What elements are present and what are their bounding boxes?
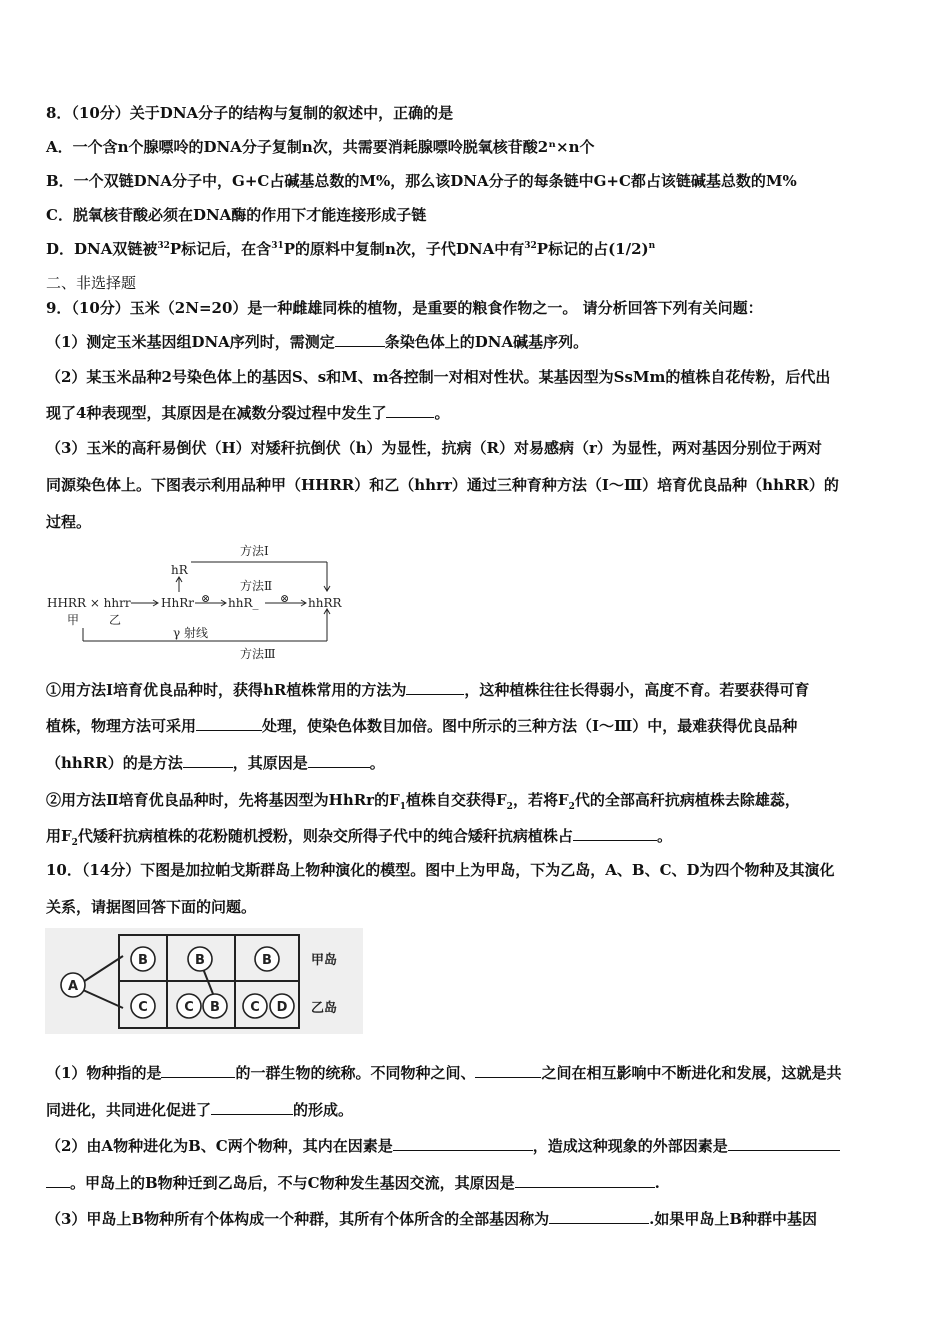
q9-sub2-line1 bbox=[46, 790, 908, 810]
q10-part1-line2 bbox=[46, 1100, 908, 1120]
answer-blank[interactable] bbox=[196, 716, 262, 731]
q9-part1 bbox=[46, 332, 908, 352]
q9-part1-text: （1）测定玉米基因组DNA序列时，需测定 bbox=[46, 333, 335, 351]
q8-option-d-text: D．DNA双链被 bbox=[46, 240, 158, 258]
q10-part1-line1 bbox=[46, 1063, 908, 1083]
q10-part1-text: （1）物种指的是 bbox=[46, 1064, 162, 1082]
q10-part2-text: 。甲岛上的B物种迁到乙岛后，不与C物种发生基因交流，其原因是 bbox=[70, 1174, 515, 1192]
island-jia-label: 甲岛 bbox=[311, 953, 338, 968]
q8-option-d-text: P标记后，在含 bbox=[169, 240, 272, 258]
subscript: 2 bbox=[506, 802, 513, 812]
island-yi-label: 乙岛 bbox=[311, 1001, 338, 1016]
isotope-sup: 32 bbox=[524, 241, 537, 251]
q8-option-d-text: P标记的占(1/2) bbox=[536, 240, 649, 258]
gamma-ray-label: γ 射线 bbox=[173, 626, 208, 640]
section-heading: 二、非选择题 bbox=[46, 274, 137, 292]
q10-part1-text: 的一群生物的统称。不同物种之间、 bbox=[235, 1064, 476, 1082]
q8-stem: 8．（10分）关于DNA分子的结构与复制的叙述中，正确的是 bbox=[46, 104, 454, 122]
q9-stem: 9．（10分）玉米（2N=20）是一种雌雄同株的植物，是重要的粮食作物之一。 请分析回答下列有关问题： bbox=[46, 299, 763, 317]
q9-sub2-text: ，若将F bbox=[512, 791, 569, 809]
target-label: hhRR bbox=[308, 596, 342, 610]
q10-part2-line1 bbox=[46, 1136, 908, 1156]
haploid-label: hR bbox=[171, 563, 188, 577]
q10-part2-line2 bbox=[46, 1173, 908, 1193]
species-d: D bbox=[276, 1000, 288, 1015]
q10-stem-line2: 关系，请据图回答下面的问题。 bbox=[46, 898, 257, 916]
answer-blank[interactable] bbox=[308, 753, 370, 768]
answer-blank[interactable] bbox=[515, 1173, 655, 1188]
q9-sub2-text: 用F bbox=[46, 827, 72, 845]
exponent-sup: n bbox=[648, 241, 656, 251]
q9-sub1-text: 植株，物理方法可采用 bbox=[46, 717, 197, 735]
method3-label: 方法Ⅲ bbox=[240, 647, 276, 661]
q9-sub1-text: ，这种植株往往长得弱小，高度不育。若要获得可育 bbox=[464, 681, 810, 699]
parents-label: HHRR × hhrr bbox=[47, 596, 131, 610]
q10-stem-line1: 10．（14分）下图是加拉帕戈斯群岛上物种演化的模型。图中上为甲岛，下为乙岛，A、B、C、D为四个物种及其演化 bbox=[46, 861, 835, 879]
species-b: B bbox=[138, 953, 148, 968]
selfing-symbol: ⊗ bbox=[201, 592, 211, 605]
q9-part2-text: 。 bbox=[434, 404, 450, 422]
q10-part2-text: ，造成这种现象的外部因素是 bbox=[532, 1137, 728, 1155]
q9-part3-line3: 过程。 bbox=[46, 513, 92, 531]
hhR-label: hhR_ bbox=[228, 596, 259, 610]
q9-sub2-text: 。 bbox=[656, 827, 672, 845]
q10-part2-text: （2）由A物种进化为B、C两个物种，其内在因素是 bbox=[46, 1137, 393, 1155]
method2-label: 方法Ⅱ bbox=[240, 579, 273, 593]
species-c: C bbox=[138, 1000, 148, 1015]
q9-sub2-text: 代矮秆抗病植株的花粉随机授粉，则杂交所得子代中的纯合矮秆抗病植株占 bbox=[77, 827, 573, 845]
q9-sub1-text: ，其原因是 bbox=[232, 754, 308, 772]
q9-sub1-line2 bbox=[46, 716, 908, 736]
q9-part2-line2 bbox=[46, 403, 908, 423]
species-c: C bbox=[184, 1000, 194, 1015]
q9-part3-line1: （3）玉米的高秆易倒伏（H）对矮秆抗倒伏（h）为显性，抗病（R）对易感病（r）为显性，两对基因分别位于两对 bbox=[46, 439, 822, 457]
answer-blank[interactable] bbox=[46, 1173, 70, 1188]
isotope-sup: 31 bbox=[271, 241, 284, 251]
q10-part2-text: . bbox=[654, 1174, 660, 1192]
q8-option-c: C．脱氧核苷酸必须在DNA酶的作用下才能连接形成子链 bbox=[46, 206, 427, 224]
q10-part1-text: 同进化，共同进化促进了 bbox=[46, 1101, 212, 1119]
answer-blank[interactable] bbox=[406, 680, 464, 695]
q9-part1-text: 条染色体上的DNA碱基序列。 bbox=[384, 333, 589, 351]
q9-sub2-text: ②用方法Ⅱ培育优良品种时，先将基因型为HhRr的F bbox=[46, 791, 400, 809]
island-evolution-svg bbox=[45, 928, 363, 1034]
answer-blank[interactable] bbox=[183, 753, 233, 768]
q9-sub2-line2 bbox=[46, 826, 908, 846]
answer-blank[interactable] bbox=[386, 403, 434, 418]
answer-blank[interactable] bbox=[161, 1063, 235, 1078]
answer-blank[interactable] bbox=[573, 826, 657, 841]
parent-jia-label: 甲 bbox=[67, 613, 80, 627]
island-evolution-figure bbox=[45, 928, 363, 1034]
q9-sub1-line1 bbox=[46, 680, 908, 700]
q8-option-d bbox=[46, 239, 908, 259]
answer-blank[interactable] bbox=[549, 1209, 649, 1224]
subscript: 1 bbox=[399, 802, 407, 812]
subscript: 2 bbox=[71, 838, 78, 848]
f1-label: HhRr bbox=[161, 596, 194, 610]
q9-part2-line1: （2）某玉米品种2号染色体上的基因S、s和M、m各控制一对相对性状。某基因型为SsMm的植株自花传粉，后代出 bbox=[46, 368, 831, 386]
method1-label: 方法Ⅰ bbox=[240, 544, 269, 558]
q10-part1-text: 的形成。 bbox=[293, 1101, 354, 1119]
q8-option-b: B．一个双链DNA分子中，G+C占碱基总数的M%，那么该DNA分子的每条链中G+C都占该链碱基总数的M% bbox=[46, 172, 797, 190]
answer-blank[interactable] bbox=[728, 1136, 840, 1151]
answer-blank[interactable] bbox=[211, 1100, 293, 1115]
q9-sub1-text: （hhRR）的是方法 bbox=[46, 754, 183, 772]
species-b: B bbox=[262, 953, 272, 968]
q9-sub1-text: 。 bbox=[369, 754, 385, 772]
subscript: 2 bbox=[568, 802, 575, 812]
breeding-diagram bbox=[45, 540, 355, 666]
q10-part3-text: （3）甲岛上B物种所有个体构成一个种群，其所有个体所含的全部基因称为 bbox=[46, 1210, 550, 1228]
selfing-symbol: ⊗ bbox=[280, 592, 290, 605]
q10-part3-text: .如果甲岛上B种群中基因 bbox=[649, 1210, 818, 1228]
answer-blank[interactable] bbox=[393, 1136, 533, 1151]
q10-part3-line1 bbox=[46, 1209, 908, 1229]
q9-sub1-text: 处理，使染色体数目加倍。图中所示的三种方法（Ⅰ～Ⅲ）中，最难获得优良品种 bbox=[262, 717, 798, 735]
answer-blank[interactable] bbox=[475, 1063, 541, 1078]
species-b: B bbox=[210, 1000, 220, 1015]
answer-blank[interactable] bbox=[335, 332, 385, 347]
species-a: A bbox=[67, 979, 79, 994]
q10-part1-text: 之间在相互影响中不断进化和发展，这就是共 bbox=[541, 1064, 842, 1082]
q9-sub1-line3 bbox=[46, 753, 908, 773]
q9-sub2-text: 代的全部高秆抗病植株去除雄蕊， bbox=[574, 791, 800, 809]
isotope-sup: 32 bbox=[157, 241, 170, 251]
q8-option-a: A．一个含n个腺嘌呤的DNA分子复制n次，共需要消耗腺嘌呤脱氧核苷酸2ⁿ×n个 bbox=[46, 138, 595, 156]
species-b: B bbox=[195, 953, 205, 968]
species-c: C bbox=[250, 1000, 260, 1015]
q8-option-d-text: P的原料中复制n次，子代DNA中有 bbox=[283, 240, 525, 258]
q9-sub1-text: ①用方法Ⅰ培育优良品种时，获得hR植株常用的方法为 bbox=[46, 681, 407, 699]
parent-yi-label: 乙 bbox=[109, 613, 122, 627]
q9-part2-text: 现了4种表现型，其原因是在减数分裂过程中发生了 bbox=[46, 404, 387, 422]
q9-part3-line2: 同源染色体上。下图表示利用品种甲（HHRR）和乙（hhrr）通过三种育种方法（Ⅰ～Ⅲ）培育优良品种（hhRR）的 bbox=[46, 476, 839, 494]
q9-sub2-text: 植株自交获得F bbox=[406, 791, 507, 809]
